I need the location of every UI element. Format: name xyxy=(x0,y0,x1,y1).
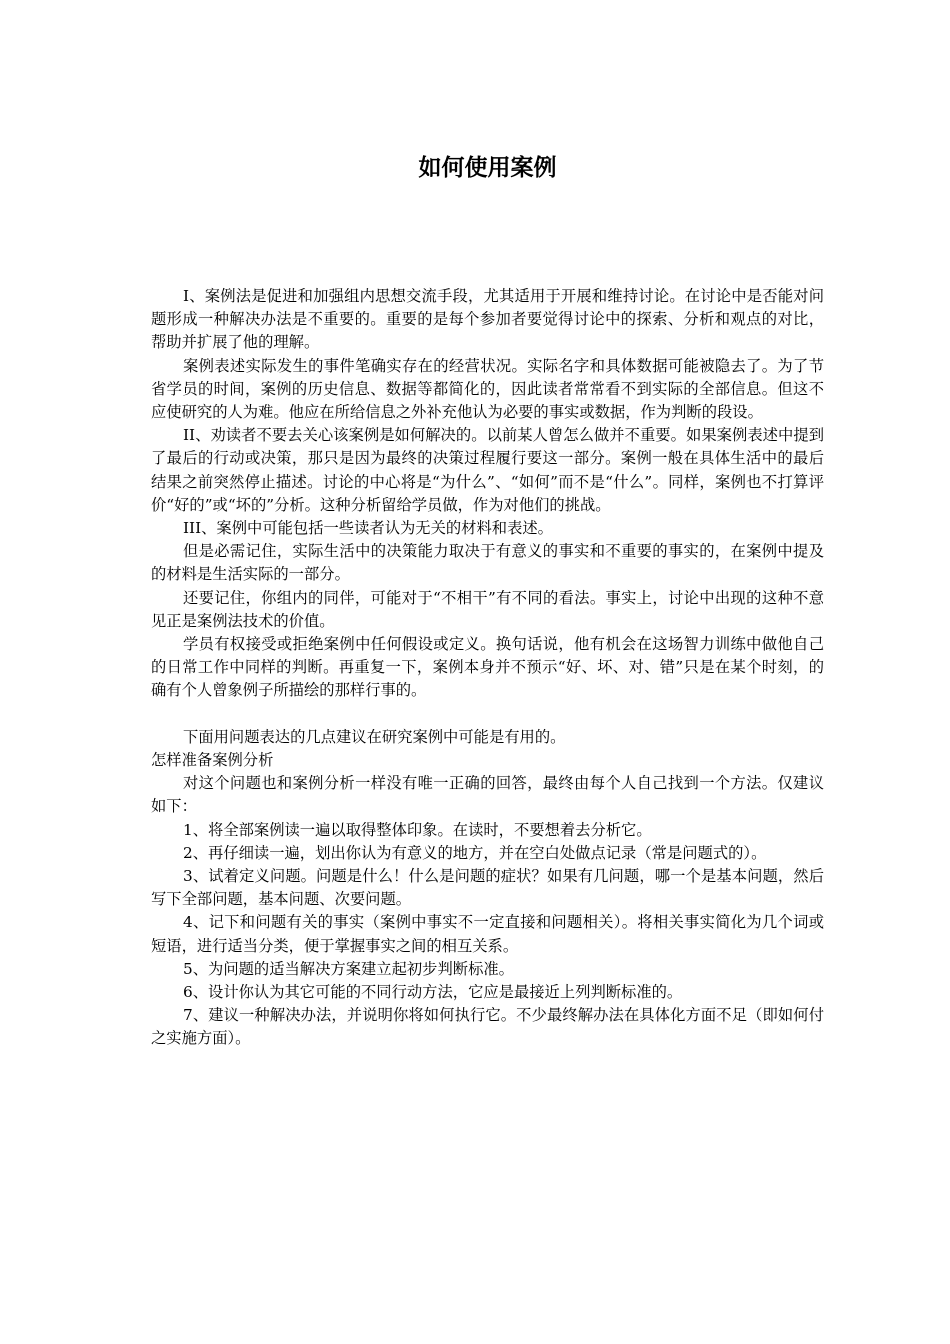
paragraph-case-description: 案例表述实际发生的事件笔确实存在的经营状况。实际名字和具体数据可能被隐去了。为了节省学员的时间，案例的历史信息、数据等都简化的，因此读者常常看不到实际的全部信息。但这不应使研究的人为难。他应在所给信息之外补充他认为必要的事实或数据，作为判断的段设。 xyxy=(151,356,824,422)
section-heading: 怎样准备案例分析 xyxy=(151,751,274,770)
paragraph-section-2: II、劝读者不要去关心该案例是如何解决的。以前某人曾怎么做并不重要。如果案例表述中提到了最后的行动或决策，那只是因为最终的决策过程履行要这一部分。案例一般在具体生活中的最后结果之前突然停止描述。讨论的中心将是“为什么”、“如何”而不是“什么”。同样，案例也不打算评价“好的”或“坏的”分析。这种分析留给学员做，作为对他们的挑战。 xyxy=(151,426,824,514)
list-item-step-3: 3、试着定义问题。问题是什么！什么是问题的症状？如果有几问题，哪一个是基本问题，然后写下全部问题，基本问题、次要问题。 xyxy=(151,867,824,909)
paragraph-remember-2: 还要记住，你组内的同伴，可能对于“不相干”有不同的看法。事实上，讨论中出现的这种不意见正是案例法技术的价值。 xyxy=(151,588,824,630)
list-item-step-4: 4、记下和问题有关的事实（案例中事实不一定直接和问题相关）。将相关事实简化为几个词或短语，进行适当分类，便于掌握事实之间的相互关系。 xyxy=(151,913,824,955)
list-item-step-6: 6、设计你认为其它可能的不同行动方法，它应是最接近上列判断标准的。 xyxy=(183,983,683,1002)
document-title: 如何使用案例 xyxy=(418,155,557,181)
paragraph-intro-suggestion: 下面用问题表达的几点建议在研究案例中可能是有用的。 xyxy=(183,727,566,746)
list-item-step-5: 5、为问题的适当解决方案建立起初步判断标准。 xyxy=(183,959,514,978)
paragraph-remember-1: 但是必需记住，实际生活中的决策能力取决于有意义的事实和不重要的事实的，在案例中提及的材料是生活实际的一部分。 xyxy=(151,542,824,584)
paragraph-section-1: I、案例法是促进和加强组内思想交流手段，尤其适用于开展和维持讨论。在讨论中是否能对问题形成一种解决办法是不重要的。重要的是每个参加者要觉得讨论中的探索、分析和观点的对比，帮助并扩展了他的理解。 xyxy=(151,287,824,352)
paragraph-method-intro: 对这个问题也和案例分析一样没有唯一正确的回答，最终由每个人自己找到一个方法。仅建议如下： xyxy=(151,774,824,816)
document-body xyxy=(151,285,824,1051)
paragraph-trainee-rights: 学员有权接受或拒绝案例中任何假设或定义。换句话说，他有机会在这场智力训练中做他自己的日常工作中同样的判断。再重复一下，案例本身并不预示“好、坏、对、错”只是在某个时刻，的确有个人曾象例子所描绘的那样行事的。 xyxy=(151,635,824,700)
list-item-step-1: 1、将全部案例读一遍以取得整体印象。在读时，不要想着去分析它。 xyxy=(183,820,652,839)
paragraph-spacer xyxy=(151,703,824,726)
list-item-step-7: 7、建议一种解决办法，并说明你将如何执行它。不少最终解办法在具体化方面不足（即如何付之实施方面）。 xyxy=(151,1006,824,1048)
list-item-step-2: 2、再仔细读一遍，划出你认为有意义的地方，并在空白处做点记录（常是问题式的）。 xyxy=(183,843,767,862)
paragraph-section-3: III、案例中可能包括一些读者认为无关的材料和表述。 xyxy=(183,519,553,538)
